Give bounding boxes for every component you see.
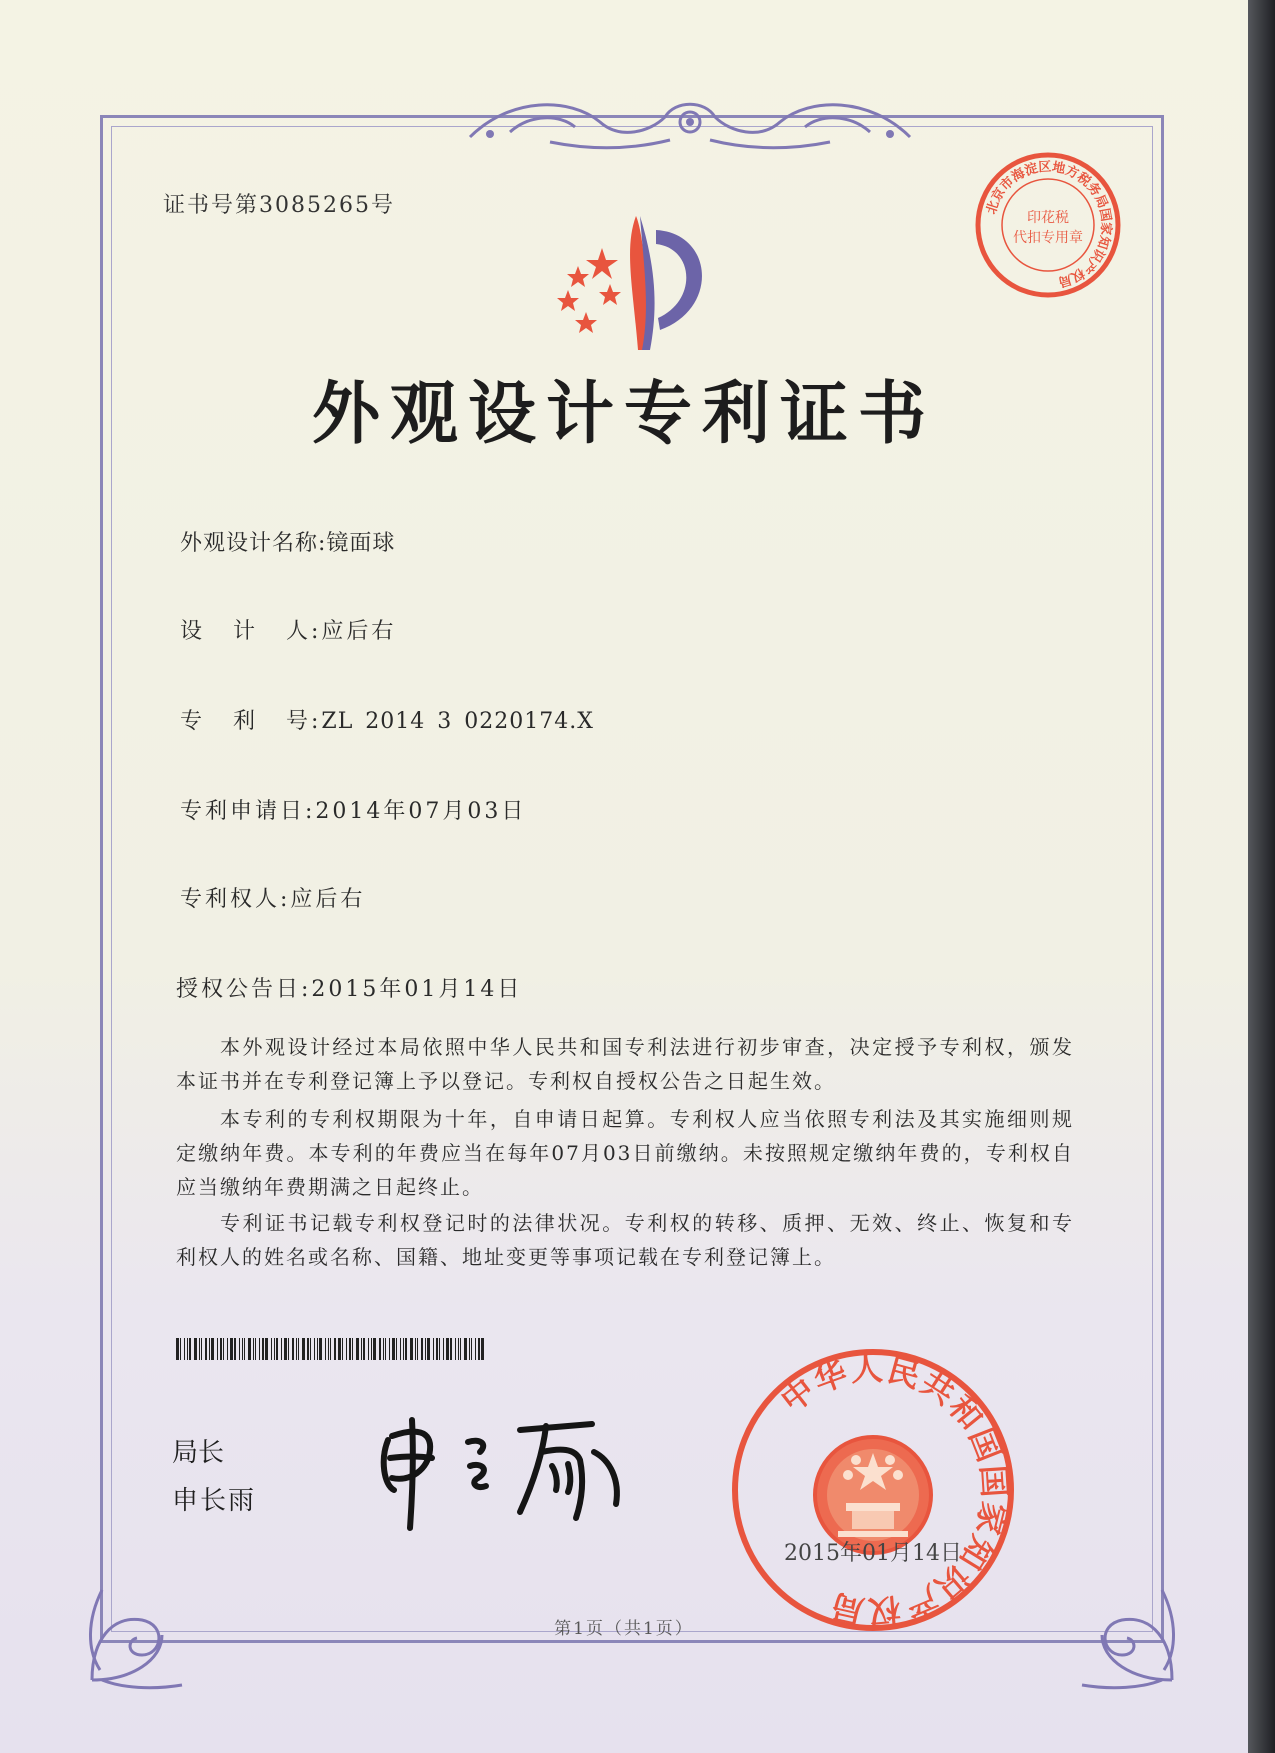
field-value: 应后右	[290, 887, 366, 912]
barcode-bar	[230, 1338, 233, 1360]
barcode-bar	[361, 1338, 362, 1360]
field-label: 外观设计名称:	[180, 531, 327, 556]
barcode-bar	[464, 1338, 467, 1360]
barcode-bar	[274, 1338, 275, 1360]
seal-ring-text: 中华人民共和国国家知识产权局	[773, 1349, 1014, 1631]
barcode-bar	[189, 1338, 191, 1360]
barcode-bar	[425, 1338, 426, 1360]
barcode-bar	[292, 1338, 294, 1360]
body-paragraph-1: 本外观设计经过本局依照中华人民共和国专利法进行初步审查，决定授予专利权，颁发本证书并在专利登记簿上予以登记。专利权自授权公告之日起生效。	[176, 1035, 1074, 1093]
field-value: 2014年07月03日	[315, 799, 527, 824]
barcode-bar	[239, 1338, 240, 1360]
barcode-bar	[220, 1338, 222, 1360]
barcode-bar	[373, 1338, 376, 1360]
barcode-bar	[460, 1338, 461, 1360]
barcode-bar	[446, 1338, 449, 1360]
tax-seal-line1: 印花税	[1027, 210, 1069, 226]
barcode-bar	[248, 1338, 251, 1360]
barcode-bar	[255, 1338, 256, 1360]
barcode-bar	[371, 1338, 372, 1360]
barcode-bar	[346, 1338, 347, 1360]
barcode-bar	[242, 1338, 243, 1360]
barcode-bar	[368, 1338, 369, 1360]
barcode-bar	[352, 1338, 353, 1360]
barcode-bar	[319, 1338, 322, 1360]
barcode-bar	[392, 1338, 395, 1360]
barcode-bar	[458, 1338, 459, 1360]
field-label: 设 计 人:	[180, 619, 322, 644]
barcode-bar	[217, 1338, 218, 1360]
barcode-bar	[176, 1338, 179, 1360]
seal-date: 2015年01月14日	[784, 1541, 962, 1566]
tax-seal-ring-text: 北京市海淀区地方税务局国家知识产权局	[984, 159, 1114, 290]
field-label: 专利申请日:	[180, 799, 316, 824]
barcode-bar	[417, 1338, 418, 1360]
barcode-bar	[328, 1338, 329, 1360]
barcode-bar	[403, 1338, 404, 1360]
barcode-bar	[307, 1338, 309, 1360]
barcode-bar	[400, 1338, 401, 1360]
barcode-bar	[253, 1338, 254, 1360]
barcode-bar	[244, 1338, 245, 1360]
barcode-bar	[439, 1338, 440, 1360]
barcode-bar	[436, 1338, 438, 1360]
barcode-bar	[194, 1338, 197, 1360]
barcode-bar	[187, 1338, 188, 1360]
field-label: 专 利 号:	[180, 709, 322, 734]
barcode-bar	[223, 1338, 224, 1360]
barcode-bar	[342, 1338, 343, 1360]
barcode-bar	[427, 1338, 430, 1360]
barcode-bar	[433, 1338, 434, 1360]
tax-stamp-seal	[973, 150, 1123, 300]
barcode-bar	[234, 1338, 236, 1360]
barcode-bar	[211, 1338, 214, 1360]
barcode-bar	[330, 1338, 331, 1360]
barcode-bar	[379, 1338, 381, 1360]
barcode-bar	[450, 1338, 452, 1360]
top-ornament	[450, 92, 930, 152]
barcode-bar	[478, 1338, 480, 1360]
barcode-bar	[481, 1338, 484, 1360]
field-value: 镜面球	[326, 531, 396, 556]
barcode-bar	[410, 1338, 413, 1360]
barcode-bar	[265, 1338, 268, 1360]
certificate-title: 外观设计专利证书	[311, 375, 936, 454]
barcode-bar	[199, 1338, 200, 1360]
barcode-bar	[310, 1338, 311, 1360]
barcode-bar	[180, 1338, 181, 1360]
barcode-bar	[259, 1338, 260, 1360]
barcode-bar	[455, 1338, 456, 1360]
field-value: 2015年01月14日	[311, 977, 523, 1002]
barcode-bar	[271, 1338, 272, 1360]
barcode-bar	[469, 1338, 470, 1360]
scan-edge-shadow	[1248, 0, 1275, 1753]
cnipa-logo	[538, 208, 728, 358]
director-name: 申长雨	[172, 1486, 257, 1516]
official-seal	[728, 1345, 1018, 1635]
field-patentee	[180, 882, 365, 913]
barcode-bar	[325, 1338, 326, 1360]
field-design-name	[180, 526, 395, 557]
barcode-bar	[338, 1338, 341, 1360]
barcode-bar	[317, 1338, 318, 1360]
barcode-bar	[281, 1338, 282, 1360]
field-designer	[180, 614, 396, 645]
field-value: 应后右	[321, 619, 397, 644]
barcode-bar	[385, 1338, 386, 1360]
certificate-number: 证书号第3085265号	[163, 193, 395, 218]
field-label: 专利权人:	[180, 887, 291, 912]
barcode-bar	[356, 1338, 359, 1360]
barcode	[176, 1338, 484, 1360]
body-paragraph-2: 本专利的专利权期限为十年，自申请日起算。专利权人应当依照专利法及其实施细则规定缴纳年费。本专利的年费应当在每年07月03日前缴纳。未按照规定缴纳年费的，专利权自应当缴纳年费期满之日起终止。	[176, 1107, 1074, 1199]
field-application-date	[180, 794, 526, 825]
barcode-bar	[302, 1338, 305, 1360]
director-title: 局长	[172, 1438, 225, 1468]
barcode-bar	[288, 1338, 289, 1360]
barcode-bar	[276, 1338, 278, 1360]
barcode-bar	[349, 1338, 351, 1360]
barcode-bar	[443, 1338, 444, 1360]
barcode-bar	[262, 1338, 264, 1360]
barcode-bar	[184, 1338, 185, 1360]
body-paragraph-3: 专利证书记载专利权登记时的法律状况。专利权的转移、质押、无效、终止、恢复和专利权人的姓名或名称、国籍、地址变更等事项记载在专利登记簿上。	[176, 1211, 1074, 1269]
barcode-bar	[227, 1338, 228, 1360]
barcode-bar	[209, 1338, 210, 1360]
field-patent-number	[180, 704, 594, 735]
barcode-bar	[415, 1338, 416, 1360]
barcode-bar	[396, 1338, 397, 1360]
handwritten-signature	[370, 1400, 650, 1540]
barcode-bar	[383, 1338, 384, 1360]
barcode-bar	[471, 1338, 472, 1360]
tax-seal-line2: 代扣专用章	[1013, 230, 1083, 246]
barcode-bar	[296, 1338, 297, 1360]
barcode-bar	[421, 1338, 423, 1360]
barcode-bar	[389, 1338, 390, 1360]
field-label: 授权公告日:	[176, 977, 312, 1002]
barcode-bar	[205, 1338, 207, 1360]
barcode-bar	[334, 1338, 336, 1360]
barcode-bar	[298, 1338, 299, 1360]
page-number: 第1页（共1页）	[554, 1619, 694, 1639]
barcode-bar	[201, 1338, 202, 1360]
barcode-bar	[405, 1338, 407, 1360]
barcode-bar	[284, 1338, 287, 1360]
field-value: ZL 2014 3 0220174.X	[321, 709, 594, 734]
barcode-bar	[314, 1338, 315, 1360]
field-grant-date	[176, 972, 522, 1003]
barcode-bar	[363, 1338, 365, 1360]
barcode-bar	[475, 1338, 476, 1360]
